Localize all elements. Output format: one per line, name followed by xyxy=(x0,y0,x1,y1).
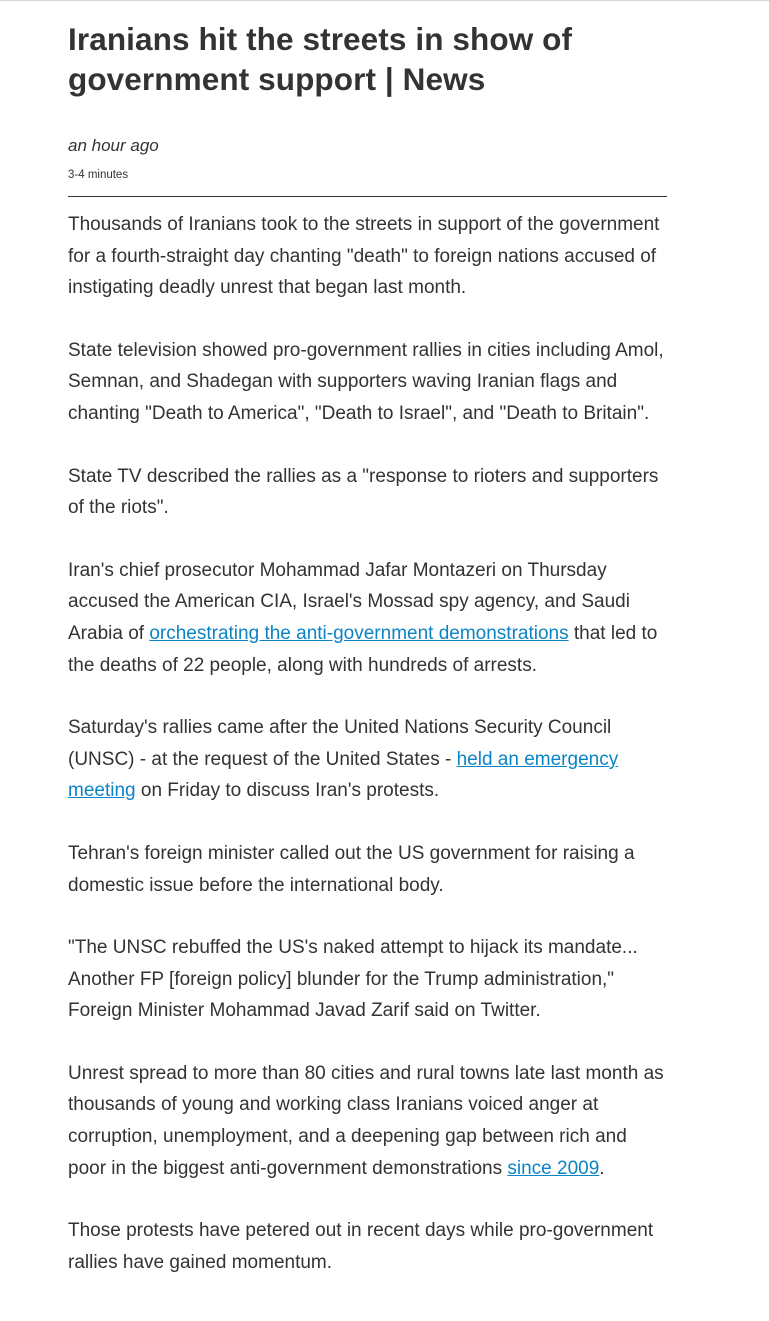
paragraph-8 xyxy=(68,1058,668,1184)
paragraph-8-text-before: Unrest spread to more than 80 cities and rural towns late last month as thousands of young and working class Iranians voiced anger at corruption, unemployment, and a deepening gap between rich and poor in the biggest anti-government demonstrations xyxy=(68,1062,664,1179)
paragraph-8-text-after: . xyxy=(599,1157,605,1179)
paragraph-4 xyxy=(68,555,668,681)
paragraph-2: State television showed pro-government rallies in cities including Amol, Semnan, and Shadegan with supporters waving Iranian flags and chanting "Death to America", "Death to Israel", and "Death to Britain". xyxy=(68,339,664,424)
paragraph-5-text-before: Saturday's rallies came after the United Nations Security Council (UNSC) - at the request of the United States - xyxy=(68,717,612,770)
paragraph-4-text-after: that led to the deaths of 22 people, along with hundreds of arrests. xyxy=(68,622,658,676)
paragraph-5 xyxy=(68,712,668,807)
paragraph-1: Thousands of Iranians took to the streets in support of the government for a fourth-straight day chanting "death" to foreign nations accused of instigating deadly unrest that began last month. xyxy=(68,214,660,299)
link-orchestrating-demonstrations[interactable]: orchestrating the anti-government demonstrations xyxy=(149,622,569,644)
article-title: Iranians hit the streets in show of government support | News xyxy=(68,21,573,97)
header-divider xyxy=(68,196,667,197)
paragraph-9: Those protests have petered out in recent days while pro-government rallies have gained momentum. xyxy=(68,1220,654,1273)
article xyxy=(68,19,668,1309)
paragraph-5-text-after: on Friday to discuss Iran's protests. xyxy=(135,780,440,802)
paragraph-3: State TV described the rallies as a "response to rioters and supporters of the riots". xyxy=(68,465,659,519)
top-border xyxy=(0,0,769,1)
paragraph-4-text-before: Iran's chief prosecutor Mohammad Jafar Montazeri on Thursday accused the American CIA, Israel's Mossad spy agency, and Saudi Arabia of xyxy=(68,559,630,644)
published-time: an hour ago xyxy=(68,136,159,155)
link-since-2009[interactable]: since 2009 xyxy=(507,1157,600,1179)
paragraph-6: Tehran's foreign minister called out the US government for raising a domestic issue before the international body. xyxy=(68,842,635,896)
paragraph-7: "The UNSC rebuffed the US's naked attempt to hijack its mandate... Another FP [foreign policy] blunder for the Trump administration," Foreign Minister Mohammad Javad Zarif said on Twitter. xyxy=(68,937,638,1022)
article-body xyxy=(68,209,668,1278)
link-emergency-meeting[interactable]: held an emergency meeting xyxy=(68,748,619,802)
reading-time: 3-4 minutes xyxy=(68,169,129,181)
